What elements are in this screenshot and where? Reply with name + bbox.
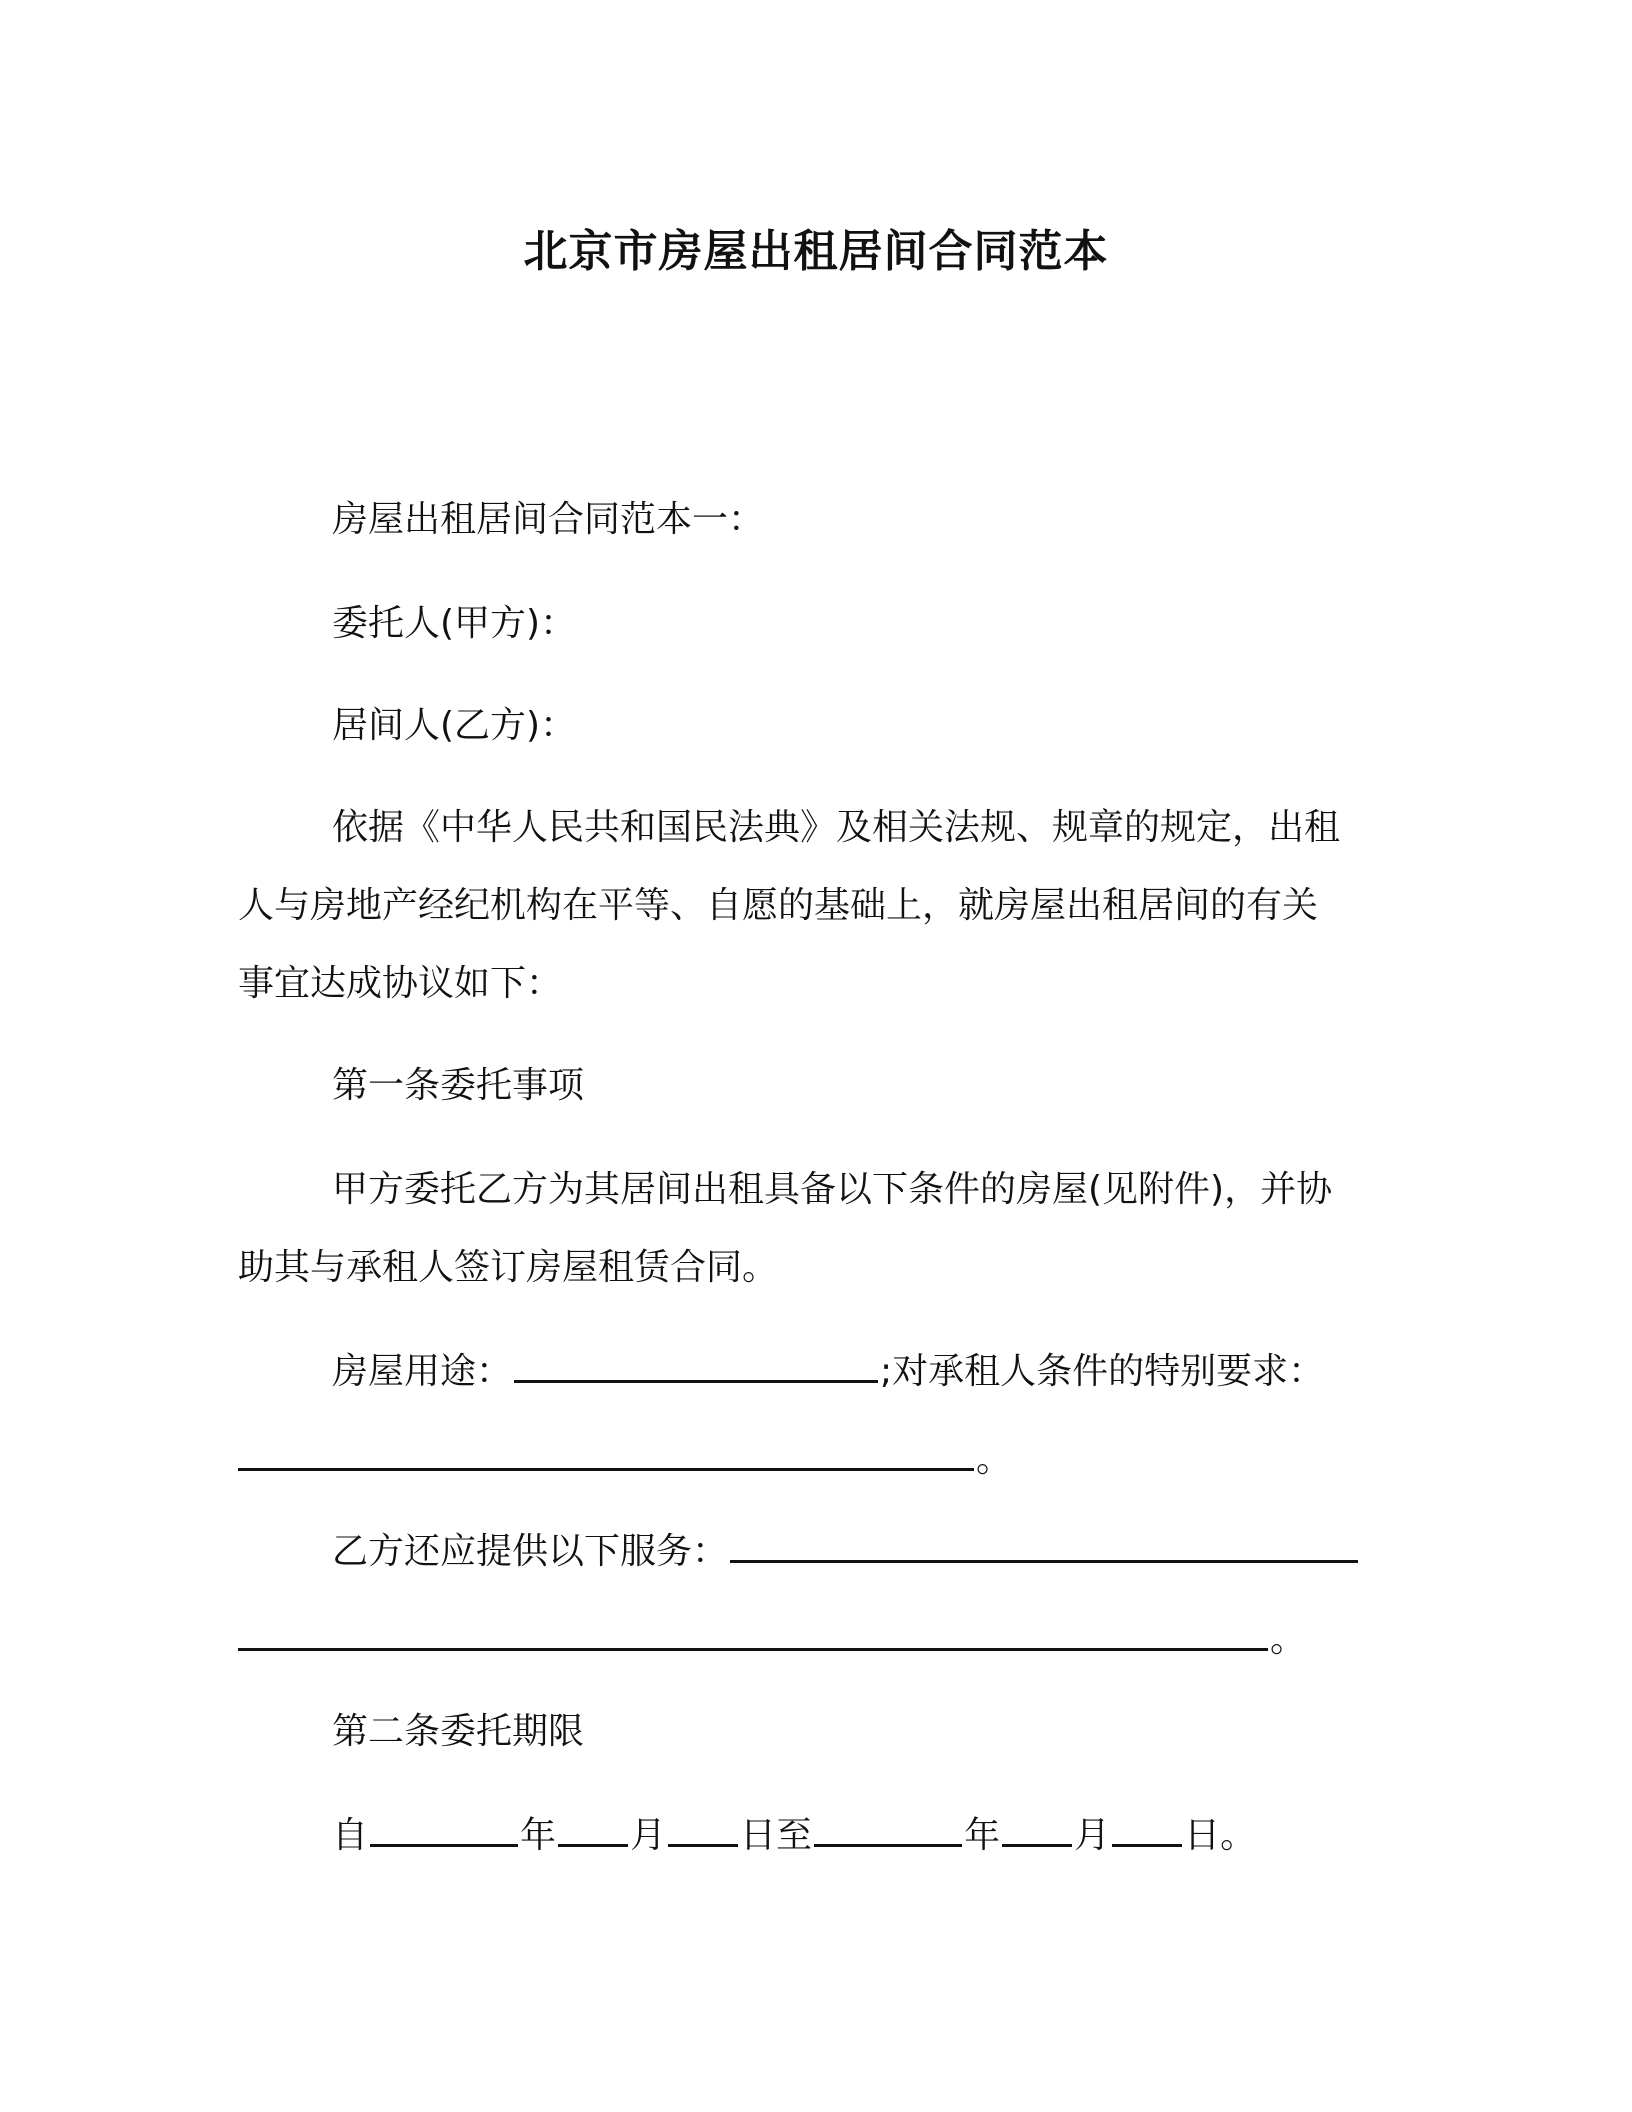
party-a-label: 委托人(甲方)： — [332, 603, 577, 644]
requirements-blank[interactable] — [238, 1434, 974, 1471]
intro-line-2: 人与房地产经纪机构在平等、自愿的基础上，就房屋出租居间的有关 — [238, 885, 1319, 926]
start-month-blank[interactable] — [558, 1810, 628, 1847]
usage-label: 房屋用途： — [332, 1351, 513, 1392]
period-month-label: 月 — [630, 1815, 667, 1856]
period-day-end: 日。 — [1184, 1815, 1257, 1856]
services-line-2 — [238, 1614, 1306, 1664]
requirements-end: 。 — [976, 1439, 1013, 1480]
usage-line — [332, 1346, 1324, 1396]
services-label: 乙方还应提供以下服务： — [332, 1531, 729, 1572]
services-blank-2[interactable] — [238, 1614, 1268, 1651]
article-2-heading: 第二条委托期限 — [332, 1711, 585, 1752]
article-1-text-line-1: 甲方委托乙方为其居间出租具备以下条件的房屋(见附件)，并协 — [332, 1169, 1333, 1210]
start-day-blank[interactable] — [668, 1810, 738, 1847]
usage-blank[interactable] — [514, 1346, 878, 1383]
party-b-label: 居间人(乙方)： — [332, 705, 577, 746]
services-blank-1[interactable] — [730, 1526, 1358, 1563]
document-title: 北京市房屋出租居间合同范本 — [523, 226, 1109, 277]
services-end: 。 — [1270, 1619, 1307, 1660]
intro-line-1: 依据《中华人民共和国民法典》及相关法规、规章的规定，出租 — [332, 807, 1341, 848]
period-line — [332, 1810, 1256, 1860]
contract-heading: 房屋出租居间合同范本一： — [332, 499, 765, 540]
article-1-text-line-2: 助其与承租人签订房屋租赁合同。 — [238, 1247, 779, 1288]
end-day-blank[interactable] — [1112, 1810, 1182, 1847]
period-day-to: 日至 — [740, 1815, 813, 1856]
end-month-blank[interactable] — [1002, 1810, 1072, 1847]
usage-separator: ;对承租人条件的特别要求： — [880, 1351, 1325, 1392]
article-1-heading: 第一条委托事项 — [332, 1065, 585, 1106]
start-year-blank[interactable] — [370, 1810, 518, 1847]
period-month2-label: 月 — [1074, 1815, 1111, 1856]
period-year-label: 年 — [520, 1815, 557, 1856]
services-line — [332, 1526, 1360, 1576]
requirements-line — [238, 1434, 1012, 1484]
intro-line-3: 事宜达成协议如下： — [238, 963, 563, 1004]
end-year-blank[interactable] — [814, 1810, 962, 1847]
period-year2-label: 年 — [964, 1815, 1001, 1856]
period-from: 自 — [332, 1815, 369, 1856]
